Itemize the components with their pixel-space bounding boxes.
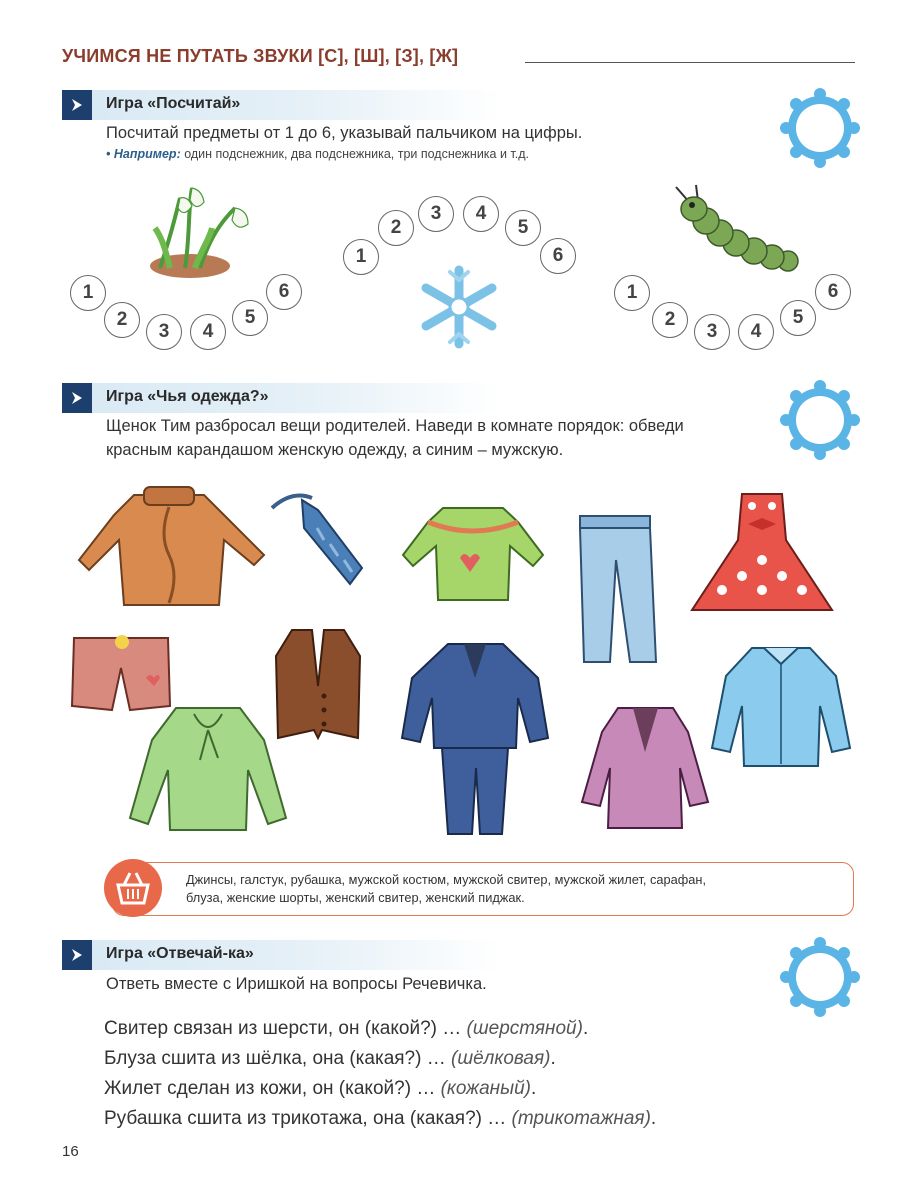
game-header-answer — [62, 940, 502, 970]
sentence-end: . — [582, 1018, 589, 1039]
number-circle: 5 — [505, 210, 541, 246]
polka-dress-picture — [682, 490, 842, 620]
game-instruction-line2: красным карандашом женскую одежду, а синим – мужскую. — [106, 441, 564, 459]
game-title: Игра «Чья одежда?» — [106, 388, 269, 405]
number-circle: 4 — [190, 314, 226, 350]
number-circle: 3 — [418, 196, 454, 232]
game-instruction: Ответь вместе с Иришкой на вопросы Речевичка. — [106, 975, 487, 993]
game-header-count — [62, 90, 502, 120]
number-circle: 3 — [694, 314, 730, 350]
play-arrow-icon — [62, 383, 92, 413]
shirt-picture — [710, 640, 852, 770]
game-instruction-line1: Щенок Тим разбросал вещи родителей. Наведи в комнате порядок: обведи — [106, 417, 684, 435]
page-title: УЧИМСЯ НЕ ПУТАТЬ ЗВУКИ [С], [Ш], [З], [Ж] — [62, 46, 459, 66]
number-circle: 3 — [146, 314, 182, 350]
sentence — [104, 1018, 588, 1040]
number-circle: 2 — [652, 302, 688, 338]
number-circle: 1 — [614, 275, 650, 311]
page-number: 16 — [62, 1143, 79, 1160]
sentence-answer: (шерстяной) — [466, 1018, 583, 1039]
knit-sweater-picture — [74, 485, 269, 615]
sentence-text: Рубашка сшита из трикотажа, она (какая?) … — [104, 1108, 512, 1129]
sentence — [104, 1108, 656, 1130]
women-jacket-picture — [578, 702, 713, 832]
sentence — [104, 1078, 536, 1100]
hint-text — [186, 871, 836, 907]
sentence-text: Свитер связан из шерсти, он (какой?) … — [104, 1018, 467, 1039]
number-circle: 1 — [70, 275, 106, 311]
number-circle: 5 — [780, 300, 816, 336]
sentence-end: . — [650, 1108, 657, 1129]
sentence-answer: (трикотажная) — [511, 1108, 651, 1129]
sentence-text: Блуза сшита из шёлка, она (какая?) … — [104, 1048, 452, 1069]
sentence-text: Жилет сделан из кожи, он (какой?) … — [104, 1078, 441, 1099]
green-sweater-picture — [398, 500, 548, 610]
number-circle: 4 — [738, 314, 774, 350]
number-circle: 5 — [232, 300, 268, 336]
sun-icon — [778, 935, 862, 1019]
number-circle: 6 — [540, 238, 576, 274]
example-body: один подснежник, два подснежника, три подснежника и т.д. — [180, 147, 530, 161]
snowflake-picture — [412, 262, 506, 352]
game-instruction: Посчитай предметы от 1 до 6, указывай пальчиком на цифры. — [106, 124, 583, 142]
play-arrow-icon — [62, 940, 92, 970]
sun-icon — [778, 86, 862, 170]
number-circle: 4 — [463, 196, 499, 232]
caterpillar-picture — [668, 183, 800, 278]
number-circle: 2 — [104, 302, 140, 338]
example-label: • Например: — [106, 147, 181, 161]
basket-icon — [104, 859, 162, 917]
example-text — [106, 147, 529, 161]
title-rule — [525, 62, 855, 63]
number-circle: 6 — [815, 274, 851, 310]
snowdrop-picture — [140, 178, 270, 283]
hint-line2: блуза, женские шорты, женский свитер, женский пиджак. — [186, 890, 525, 905]
game-title: Игра «Отвечай-ка» — [106, 945, 254, 962]
blouse-picture — [124, 700, 292, 835]
sentence-answer: (кожаный) — [440, 1078, 532, 1099]
sentence-end: . — [550, 1048, 556, 1069]
necktie-picture — [262, 488, 372, 588]
sentence-end: . — [531, 1078, 537, 1099]
suit-picture — [398, 638, 553, 838]
sentence — [104, 1048, 556, 1070]
number-circle: 2 — [378, 210, 414, 246]
play-arrow-icon — [62, 90, 92, 120]
game-title: Игра «Посчитай» — [106, 95, 241, 112]
number-circle: 6 — [266, 274, 302, 310]
jeans-picture — [570, 514, 660, 664]
number-circle: 1 — [343, 239, 379, 275]
sentence-answer: (шёлковая) — [451, 1048, 551, 1069]
hint-line1: Джинсы, галстук, рубашка, мужской костюм, мужской свитер, мужской жилет, сарафан, — [186, 872, 707, 887]
game-header-clothes — [62, 383, 502, 413]
sun-icon — [778, 378, 862, 462]
